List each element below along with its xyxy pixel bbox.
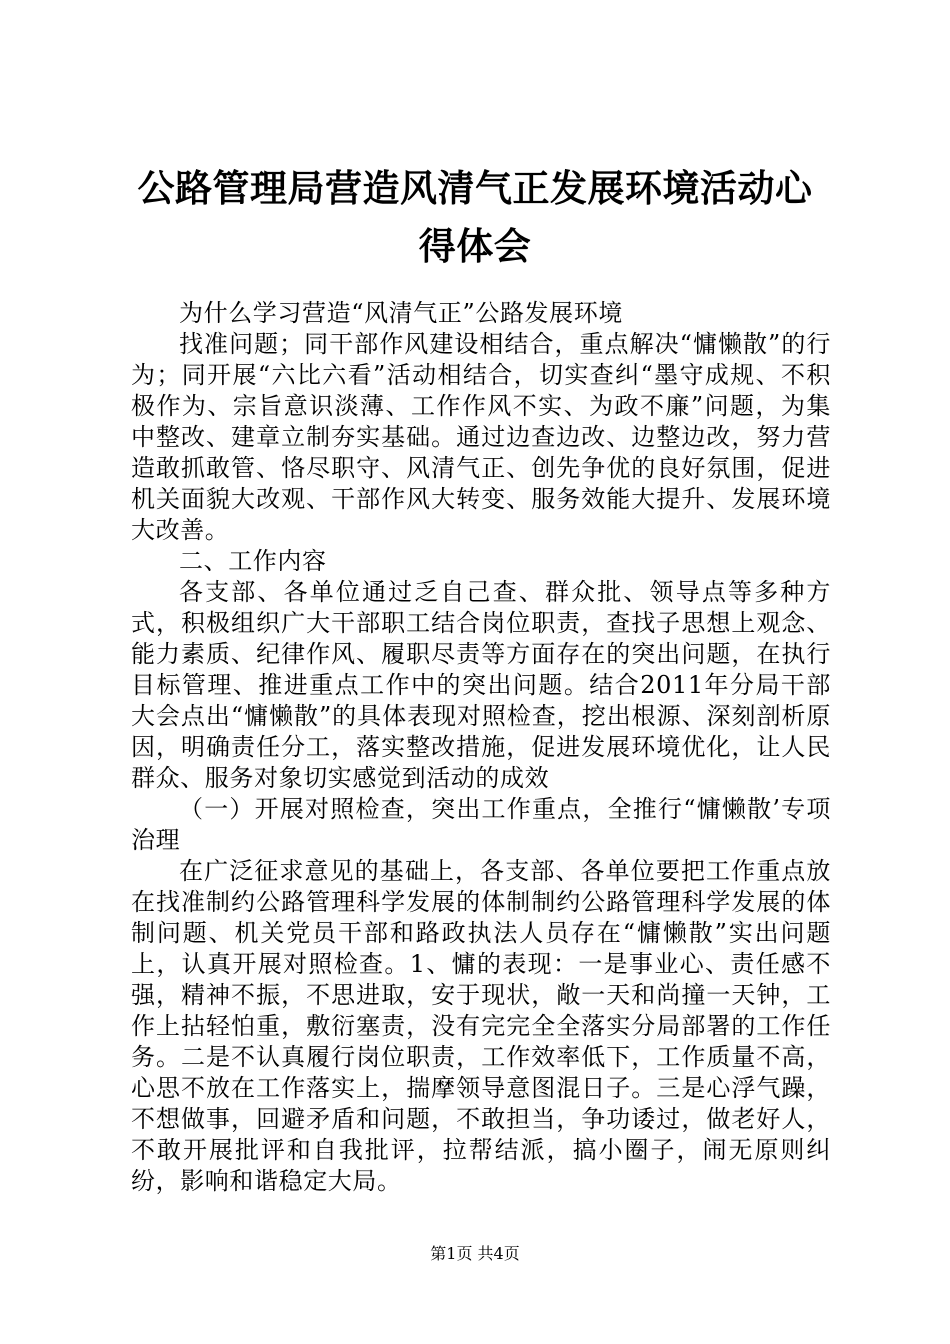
paragraph-find-problems: 找准问题；同干部作风建设相结合，重点解决“慵懒散”的行为；同开展“六比六看”活动相结合，切实查纠“墨守成规、不积极作为、宗旨意识淡薄、工作作风不实、为政不廉”问题，为集中整改、建章立制夯实基础。通过边查边改、边整边改，努力营造敢抓敢管、恪尽职守、风清气正、创先争优的良好氛围，促进机关面貌大改观、干部作风大转变、服务效能大提升、发展环境大改善。 [131, 330, 831, 544]
paragraph-why-learn: 为什么学习营造“风清气正”公路发展环境 [179, 299, 623, 327]
document-body [131, 298, 831, 1197]
section-heading-work-content: 二、工作内容 [179, 547, 327, 575]
page-number-footer: 第1页 共4页 [430, 1244, 520, 1263]
paragraph-branches-check: 各支部、各单位通过乏自己查、群众批、领导点等多种方式，积极组织广大干部职工结合岗位职责，查找子思想上观念、能力素质、纪律作风、履职尽责等方面存在的突出问题，在执行目标管理、推进重点工作中的突出问题。结合2011年分局干部大会点出“慵懒散”的具体表现对照检查，挖出根源、深刻剖析原因，明确责任分工，落实整改措施，促进发展环境优化，让人民群众、服务对象切实感觉到活动的成效 [131, 578, 831, 792]
subsection-heading-comparison-check: （一）开展对照检查，突出工作重点，全推行“慵懒散’专项治理 [131, 795, 831, 854]
document-title: 公路管理局营造风清气正发展环境活动心得体会 [137, 167, 813, 268]
paragraph-key-work: 在广泛征求意见的基础上，各支部、各单位要把工作重点放在找准制约公路管理科学发展的体制制约公路管理科学发展的体制问题、机关党员干部和路政执法人员存在“慵懒散”实出问题上，认真开展对照检查。1、慵的表现：一是事业心、责任感不强，精神不振，不思进取，安于现状，敞一天和尚撞一天钟，工作上拈轻怕重，敷衍塞责，没有完完全全落实分局部署的工作任务。二是不认真履行岗位职责，工作效率低下，工作质量不高，心思不放在工作落实上，揣摩领导意图混日子。三是心浮气躁，不想做事，回避矛盾和问题，不敢担当，争功诿过，做老好人，不敢开展批评和自我批评，拉帮结派，搞小圈子，闹无原则纠纷，影响和谐稳定大局。 [131, 857, 831, 1195]
